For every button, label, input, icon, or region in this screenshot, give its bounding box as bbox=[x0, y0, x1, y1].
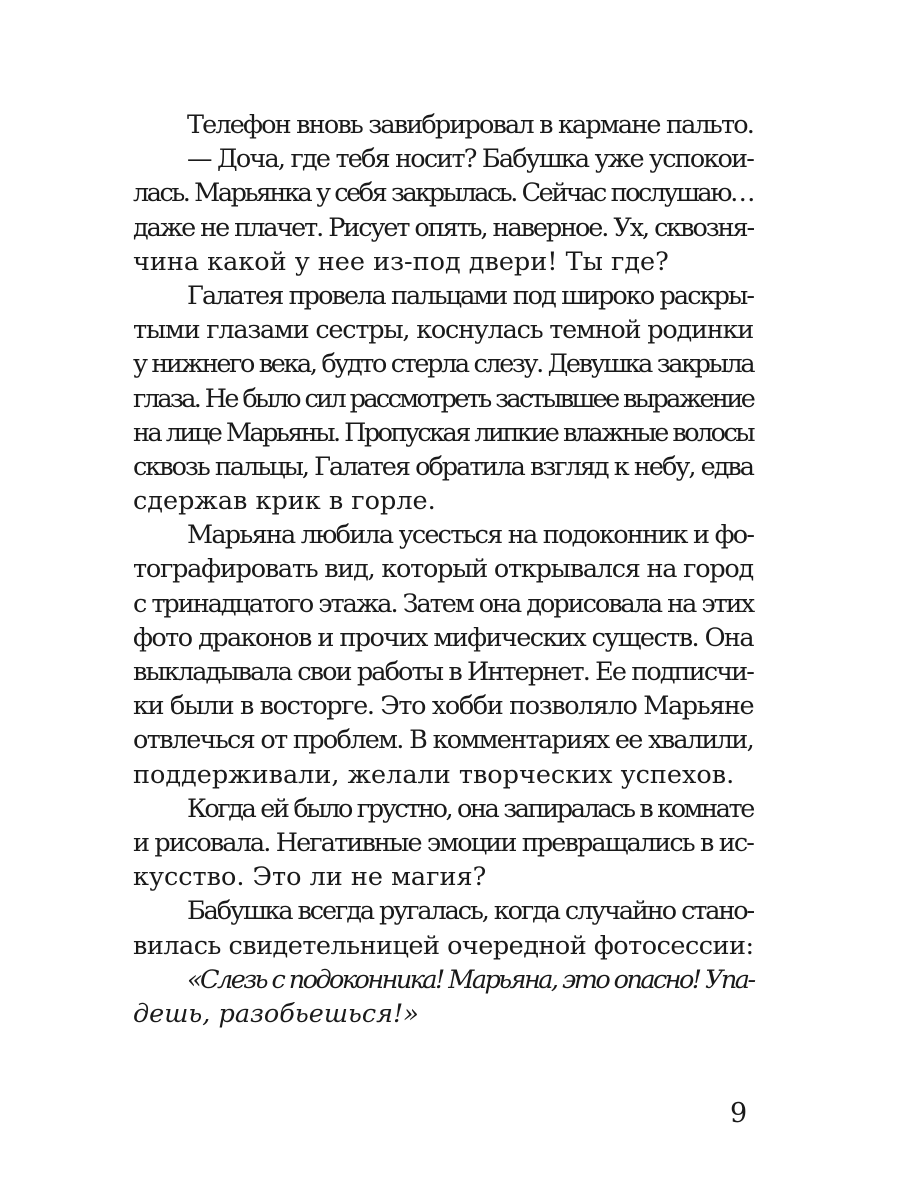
text-line: отвлечься от проблем. В комментариях ее хвалили, bbox=[133, 725, 753, 756]
text-line: — Доча, где тебя носит? Бабушка уже успокои- bbox=[187, 144, 753, 175]
text-line: кусство. Это ли не магия? bbox=[133, 862, 487, 893]
text-line: Бабушка всегда ругалась, когда случайно стано- bbox=[187, 896, 754, 927]
text-line: фото драконов и прочих мифических существ. Она bbox=[133, 622, 753, 653]
text-line: дешь, разобьешься!» bbox=[133, 998, 419, 1029]
text-line: на лице Марьяны. Пропуская липкие влажные волосы bbox=[133, 417, 753, 448]
text-line: сдержав крик в горле. bbox=[133, 486, 436, 517]
text-line: глаза. Не было сил рассмотреть застывшее выражение bbox=[133, 383, 754, 414]
text-line: ки были в восторге. Это хобби позволяло Марьяне bbox=[133, 691, 754, 722]
text-line: Галатея провела пальцами под широко раскры- bbox=[187, 280, 754, 311]
text-line: тографировать вид, который открывался на город bbox=[133, 554, 753, 585]
text-line: у нижнего века, будто стерла слезу. Девушка закрыла bbox=[133, 349, 754, 380]
body-text bbox=[133, 108, 753, 1031]
page-number: 9 bbox=[730, 1098, 748, 1129]
text-line: сквозь пальцы, Галатея обратила взгляд к небу, едва bbox=[133, 451, 753, 482]
text-line: лась. Марьянка у себя закрылась. Сейчас послушаю… bbox=[133, 178, 753, 209]
text-line: с тринадцатого этажа. Затем она дорисовала на этих bbox=[133, 588, 754, 619]
text-line: чина какой у нее из-под двери! Ты где? bbox=[133, 246, 669, 277]
text-line: и рисовала. Негативные эмоции превращались в ис- bbox=[133, 827, 753, 858]
text-line: выкладывала свои работы в Интернет. Ее подписчи- bbox=[133, 657, 753, 687]
text-line: даже не плачет. Рисует опять, наверное. Ух, сквозня- bbox=[133, 212, 753, 243]
text-line: Телефон вновь завибрировал в кармане пальто. bbox=[187, 110, 753, 140]
text-line: тыми глазами сестры, коснулась темной родинки bbox=[133, 315, 753, 346]
text-line: «Слезь с подоконника! Марьяна, это опасно! Упа- bbox=[187, 964, 754, 995]
text-line: Когда ей было грустно, она запиралась в комнате bbox=[187, 793, 753, 824]
text-line: вилась свидетельницей очередной фотосессии: bbox=[133, 930, 754, 961]
text-line: поддерживали, желали творческих успехов. bbox=[133, 759, 735, 790]
text-line: Марьяна любила усесться на подоконник и фо- bbox=[187, 520, 754, 551]
